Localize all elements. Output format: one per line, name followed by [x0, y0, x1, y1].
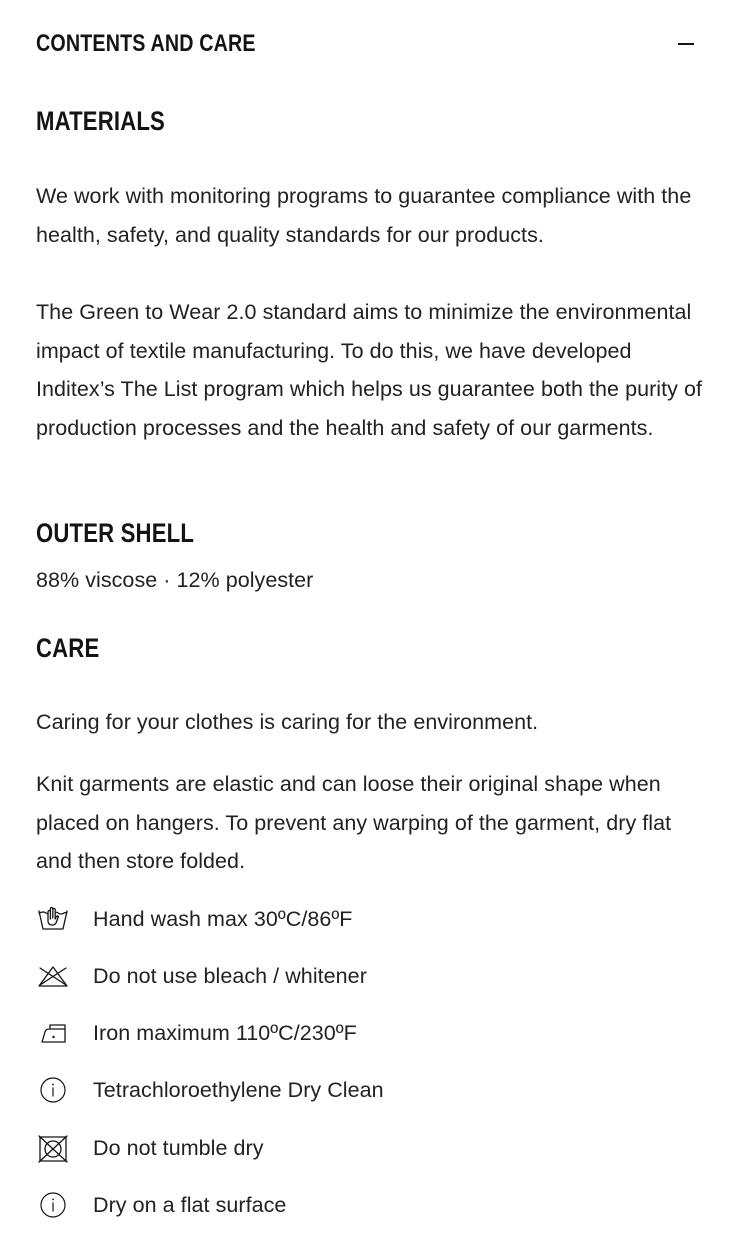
- materials-heading: MATERIALS: [36, 106, 165, 136]
- care-item-label: Tetrachloroethylene Dry Clean: [93, 1077, 384, 1102]
- section-title: CONTENTS AND CARE: [36, 30, 256, 57]
- care-item-no-tumble-dry: [36, 1128, 264, 1168]
- care-item-label: Hand wash max 30ºC/86ºF: [93, 906, 353, 931]
- no-tumble-dry-icon: [36, 1131, 70, 1165]
- contents-and-care-header[interactable]: [36, 22, 700, 66]
- info-icon: [36, 1188, 70, 1222]
- materials-paragraph-green-to-wear: The Green to Wear 2.0 standard aims to minimize the environmental impact of textile manufacturing. To do this, we have developed Inditex’s The List program which helps us guarantee both the purity of production processes and the health and safety of our garments.: [36, 300, 703, 440]
- info-icon: [36, 1073, 70, 1107]
- care-item-hand-wash: [36, 899, 352, 939]
- care-heading: CARE: [36, 633, 100, 663]
- care-item-no-bleach: [36, 956, 367, 996]
- care-note: Knit garments are elastic and can loose their original shape when placed on hangers. To prevent any warping of the garment, dry flat and then store folded.: [36, 772, 672, 873]
- hand-wash-icon: [36, 902, 70, 936]
- care-item-dry-flat: [36, 1185, 286, 1225]
- care-item-dry-clean: [36, 1070, 384, 1110]
- outer-shell-heading: OUTER SHELL: [36, 518, 195, 548]
- care-item-iron: [36, 1013, 357, 1053]
- materials-paragraph-compliance: We work with monitoring programs to guarantee compliance with the health, safety, and quality standards for our products.: [36, 184, 692, 247]
- care-item-label: Do not use bleach / whitener: [93, 963, 367, 988]
- care-item-label: Dry on a flat surface: [93, 1192, 287, 1217]
- iron-icon: [36, 1016, 70, 1050]
- minus-icon[interactable]: [678, 43, 694, 45]
- care-item-label: Do not tumble dry: [93, 1135, 264, 1160]
- care-intro: Caring for your clothes is caring for the environment.: [36, 710, 539, 734]
- outer-shell-composition: 88% viscose · 12% polyester: [36, 568, 314, 592]
- no-bleach-icon: [36, 959, 70, 993]
- care-item-label: Iron maximum 110ºC/230ºF: [93, 1020, 357, 1045]
